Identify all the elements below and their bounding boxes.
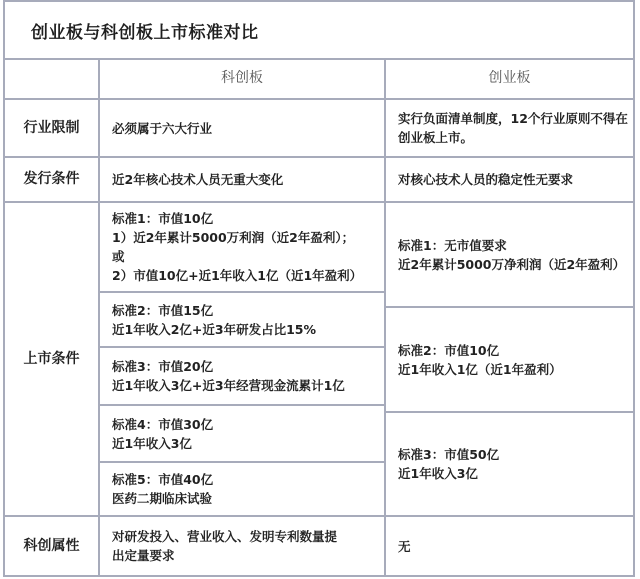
issuance-star-market-cell (100, 158, 386, 203)
cell-text: 标准4：市值30亿 (112, 416, 214, 432)
cell-text: 必须属于六大行业 (112, 120, 213, 136)
cell-text: 近1年收入1亿（近1年盈利） (398, 361, 562, 377)
row-label-industry: 行业限制 (5, 100, 100, 158)
cell-text: 出定量要求 (112, 548, 175, 563)
cell-text: 标准2：市值10亿 (398, 342, 500, 358)
cell-text: 标准3：市值50亿 (398, 447, 500, 462)
cell-text: 对核心技术人员的稳定性无要求 (398, 172, 574, 187)
cell-text: 近1年收入3亿 (398, 466, 478, 481)
cell-text: 近1年收入3亿 (112, 435, 192, 451)
cell-text: 近2年核心技术人员无重大变化 (112, 172, 284, 187)
cell-text: 近2年累计5000万净利润（近2年盈利） (398, 256, 626, 272)
cell-text: 创业板上市。 (398, 130, 474, 145)
cell-text: 标准1：无市值要求 (398, 237, 507, 253)
listing-chinext-standard-2 (386, 308, 633, 413)
industry-star-market-cell (100, 100, 386, 158)
cell-text: 标准1：市值10亿 (112, 211, 214, 226)
cell-text: 标准2：市值15亿 (112, 302, 214, 318)
tech-attribute-star-market-cell (100, 517, 386, 575)
listing-star-standard-2 (100, 293, 386, 348)
cell-text: 无 (398, 538, 411, 554)
listing-star-standard-3 (100, 348, 386, 406)
listing-chinext-standard-3 (386, 413, 633, 517)
industry-chinext-cell (386, 100, 633, 158)
row-label-issuance: 发行条件 (5, 158, 100, 203)
cell-text: 实行负面清单制度，12个行业原则不得在 (398, 111, 628, 126)
header-chinext: 创业板 (386, 58, 633, 100)
header-corner-cell (5, 58, 100, 100)
row-label-tech-attribute: 科创属性 (5, 517, 100, 575)
cell-text: 标准5：市值40亿 (112, 472, 214, 487)
cell-text: 医药二期临床试验 (112, 491, 213, 506)
cell-text: 对研发投入、营业收入、发明专利数量提 (112, 529, 338, 544)
listing-star-standard-5 (100, 463, 386, 517)
cell-text: 近1年收入2亿+近3年研发占比15% (112, 321, 316, 337)
listing-chinext-standard-1 (386, 203, 633, 308)
header-star-market: 科创板 (100, 58, 386, 100)
issuance-chinext-cell (386, 158, 633, 203)
listing-star-standard-4 (100, 406, 386, 463)
cell-text: 近1年收入3亿+近3年经营现金流累计1亿 (112, 378, 345, 393)
listing-star-standard-1 (100, 203, 386, 293)
cell-text: 1）近2年累计5000万利润（近2年盈利）； (112, 230, 355, 245)
table-title: 创业板与科创板上市标准对比 (5, 2, 633, 60)
cell-text: 2）市值10亿+近1年收入1亿（近1年盈利） (112, 268, 363, 283)
cell-text: 标准3：市值20亿 (112, 359, 214, 374)
row-label-listing: 上市条件 (5, 203, 100, 517)
cell-text: 或 (112, 249, 125, 264)
tech-attribute-chinext-cell (386, 517, 633, 575)
comparison-table (3, 0, 635, 577)
